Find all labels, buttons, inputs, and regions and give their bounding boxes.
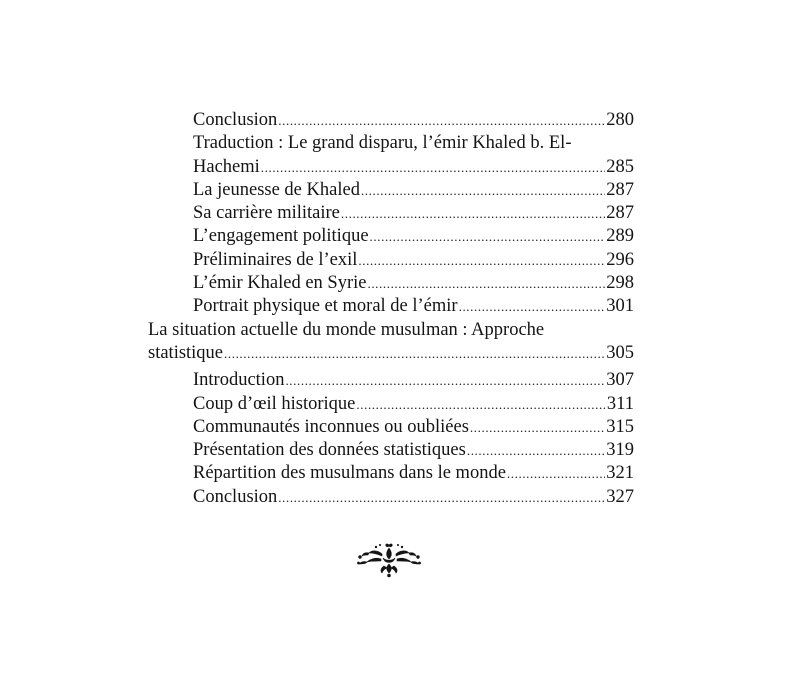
- dot-leader: [367, 272, 605, 295]
- toc-entry-title: Coup d’œil historique: [193, 393, 356, 414]
- toc-entry-page: 327: [606, 486, 634, 507]
- dot-leader: [278, 109, 605, 132]
- dot-leader: [261, 156, 605, 179]
- toc-entry-page: 315: [606, 416, 634, 437]
- dot-leader: [341, 202, 605, 225]
- toc-entry: [148, 295, 634, 318]
- toc-entry-page: 301: [606, 296, 634, 317]
- toc-entry-page: 307: [606, 370, 634, 391]
- toc-entry: [148, 369, 634, 392]
- toc-entry-page: 287: [606, 203, 634, 224]
- toc-entry-page: 319: [606, 440, 634, 461]
- toc-entry-title: Préliminaires de l’exil: [193, 249, 358, 270]
- toc-entry: [148, 179, 634, 202]
- toc-entry: [148, 393, 634, 416]
- toc-entry-title: La jeunesse de Khaled: [193, 179, 360, 200]
- toc-entry-page: 287: [606, 179, 634, 200]
- toc-entry-title: L’émir Khaled en Syrie: [193, 273, 367, 294]
- dot-leader: [361, 179, 605, 202]
- dot-leader: [356, 393, 606, 416]
- toc-entry-title: Introduction: [193, 370, 285, 391]
- table-of-contents: [148, 109, 634, 509]
- toc-entry-title: Sa carrière militaire: [193, 203, 340, 224]
- dot-leader: [278, 486, 605, 509]
- toc-entry: [148, 225, 634, 248]
- toc-entry-title: Portrait physique et moral de l’émir: [193, 296, 458, 317]
- dot-leader: [470, 416, 605, 439]
- toc-entry-page: 280: [606, 110, 634, 130]
- toc-chapter-page: 305: [606, 342, 634, 363]
- toc-chapter-entry: [148, 342, 634, 365]
- toc-entry: [148, 439, 634, 462]
- toc-entry-page: 285: [606, 156, 634, 177]
- toc-entry-title: Répartition des musulmans dans le monde: [193, 463, 506, 484]
- toc-entry-page: 321: [606, 463, 634, 484]
- toc-entry-title-line: Traduction : Le grand disparu, l’émir Khaled b. El-: [193, 133, 572, 154]
- dot-leader: [370, 225, 606, 248]
- toc-chapter-title-line: La situation actuelle du monde musulman : Approche: [148, 319, 545, 340]
- dot-leader: [459, 295, 606, 318]
- toc-entry: [148, 416, 634, 439]
- dot-leader: [507, 462, 605, 485]
- toc-entry: [148, 156, 634, 179]
- toc-entry: [148, 109, 634, 132]
- toc-entry-title: Conclusion: [193, 110, 278, 130]
- toc-entry-title: L’engagement politique: [193, 226, 369, 247]
- toc-entry-page: 298: [606, 273, 634, 294]
- dot-leader: [467, 439, 605, 462]
- toc-entry: [148, 462, 634, 485]
- toc-entry: [148, 249, 634, 272]
- toc-entry-title: Présentation des données statistiques: [193, 440, 466, 461]
- toc-chapter-title: statistique: [148, 342, 224, 363]
- toc-entry: [148, 486, 634, 509]
- dot-leader: [224, 342, 605, 365]
- toc-entry-page: 296: [606, 249, 634, 270]
- floral-vignette-icon: [356, 542, 422, 578]
- dot-leader: [285, 369, 605, 392]
- toc-entry: [148, 202, 634, 225]
- dot-leader: [358, 249, 605, 272]
- toc-entry: [148, 272, 634, 295]
- toc-entry-page: 289: [606, 226, 634, 247]
- toc-entry-title: Communautés inconnues ou oubliées: [193, 416, 469, 437]
- toc-entry-page: 311: [606, 393, 634, 414]
- toc-entry-title: Conclusion: [193, 486, 278, 507]
- toc-entry-title: Hachemi: [193, 156, 260, 177]
